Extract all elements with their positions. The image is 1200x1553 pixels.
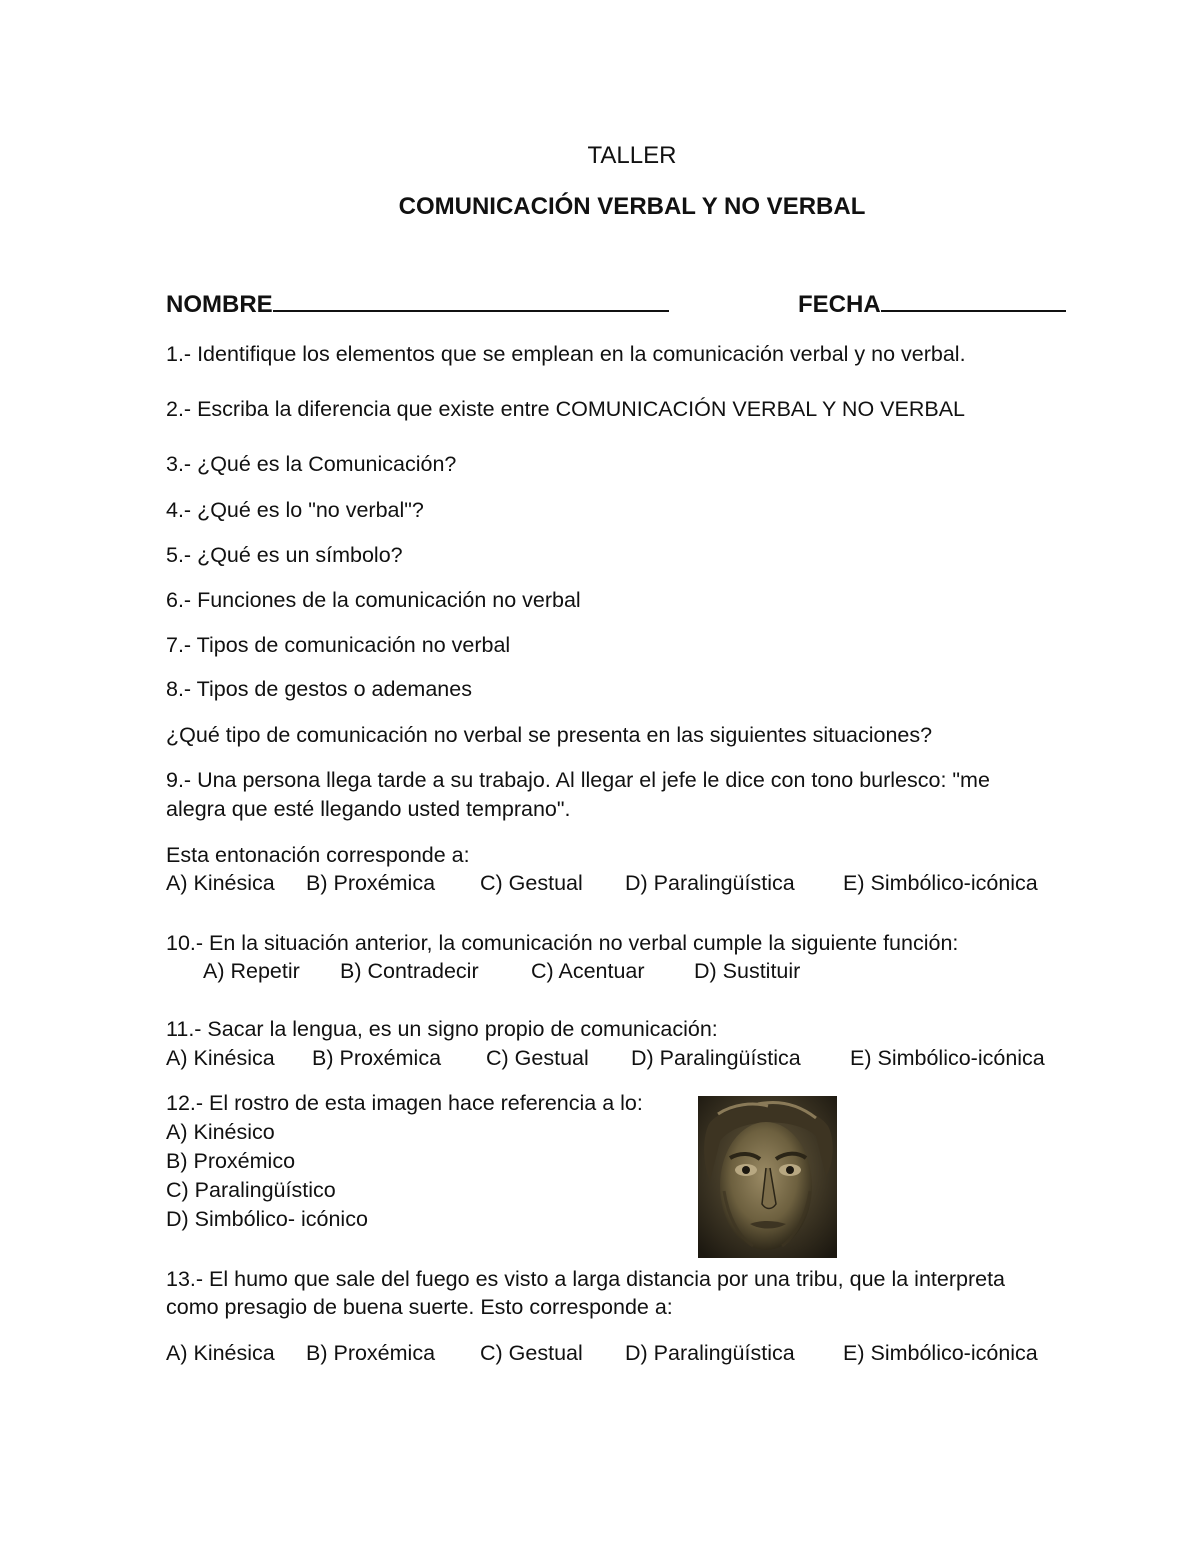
name-field[interactable]: [166, 290, 669, 320]
q9-option-d[interactable]: D) Paralingüística: [625, 871, 795, 895]
question-3: 3.- ¿Qué es la Comunicación?: [166, 452, 457, 476]
question-6: 6.- Funciones de la comunicación no verbal: [166, 588, 581, 612]
q13-option-b[interactable]: B) Proxémica: [306, 1341, 436, 1365]
q9-option-c[interactable]: C) Gestual: [480, 871, 583, 895]
question-13-line-1: 13.- El humo que sale del fuego es visto a larga distancia por una tribu, que la interpreta: [166, 1267, 1006, 1291]
q12-option-a[interactable]: A) Kinésico: [166, 1120, 275, 1144]
q9-option-a[interactable]: A) Kinésica: [166, 871, 275, 895]
question-9-prompt: Esta entonación corresponde a:: [166, 843, 470, 867]
q10-option-d[interactable]: D) Sustituir: [694, 959, 801, 983]
q11-option-a[interactable]: A) Kinésica: [166, 1046, 275, 1070]
question-11: 11.- Sacar la lengua, es un signo propio de comunicación:: [166, 1017, 718, 1041]
worksheet-title: TALLER: [587, 142, 677, 169]
question-8: 8.- Tipos de gestos o ademanes: [166, 677, 472, 701]
name-blank-line[interactable]: [273, 290, 669, 312]
q9-option-b[interactable]: B) Proxémica: [306, 871, 436, 895]
date-label: FECHA: [798, 291, 881, 318]
q13-option-c[interactable]: C) Gestual: [480, 1341, 583, 1365]
question-2: 2.- Escriba la diferencia que existe entre COMUNICACIÓN VERBAL Y NO VERBAL: [166, 397, 965, 421]
question-9-line-2: alegra que esté llegando usted temprano".: [166, 797, 571, 821]
q13-option-d[interactable]: D) Paralingüística: [625, 1341, 795, 1365]
face-portrait-icon: [698, 1096, 837, 1258]
sculpted-face-image: [698, 1096, 837, 1258]
question-12: 12.- El rostro de esta imagen hace referencia a lo:: [166, 1091, 643, 1115]
question-10: 10.- En la situación anterior, la comunicación no verbal cumple la siguiente función:: [166, 931, 959, 955]
question-7: 7.- Tipos de comunicación no verbal: [166, 633, 511, 657]
q9-option-e[interactable]: E) Simbólico-icónica: [843, 871, 1038, 895]
question-5: 5.- ¿Qué es un símbolo?: [166, 543, 403, 567]
q10-option-b[interactable]: B) Contradecir: [340, 959, 479, 983]
date-blank-line[interactable]: [881, 290, 1066, 312]
worksheet-subtitle: COMUNICACIÓN VERBAL Y NO VERBAL: [398, 193, 866, 220]
question-13-line-2: como presagio de buena suerte. Esto corresponde a:: [166, 1295, 673, 1319]
question-9-line-1: 9.- Una persona llega tarde a su trabajo. Al llegar el jefe le dice con tono burlesco: "me: [166, 768, 990, 792]
q11-option-e[interactable]: E) Simbólico-icónica: [850, 1046, 1045, 1070]
q11-option-b[interactable]: B) Proxémica: [312, 1046, 442, 1070]
date-field[interactable]: [798, 290, 1066, 320]
q11-option-c[interactable]: C) Gestual: [486, 1046, 589, 1070]
q10-option-a[interactable]: A) Repetir: [203, 959, 300, 983]
q12-option-d[interactable]: D) Simbólico- icónico: [166, 1207, 368, 1231]
q13-option-e[interactable]: E) Simbólico-icónica: [843, 1341, 1038, 1365]
situations-intro: ¿Qué tipo de comunicación no verbal se presenta en las siguientes situaciones?: [166, 723, 933, 747]
question-4: 4.- ¿Qué es lo "no verbal"?: [166, 498, 424, 522]
q13-option-a[interactable]: A) Kinésica: [166, 1341, 275, 1365]
q11-option-d[interactable]: D) Paralingüística: [631, 1046, 801, 1070]
name-label: NOMBRE: [166, 291, 273, 318]
q12-option-c[interactable]: C) Paralingüístico: [166, 1178, 336, 1202]
q12-option-b[interactable]: B) Proxémico: [166, 1149, 296, 1173]
question-1: 1.- Identifique los elementos que se emplean en la comunicación verbal y no verbal.: [166, 342, 966, 366]
q10-option-c[interactable]: C) Acentuar: [531, 959, 645, 983]
